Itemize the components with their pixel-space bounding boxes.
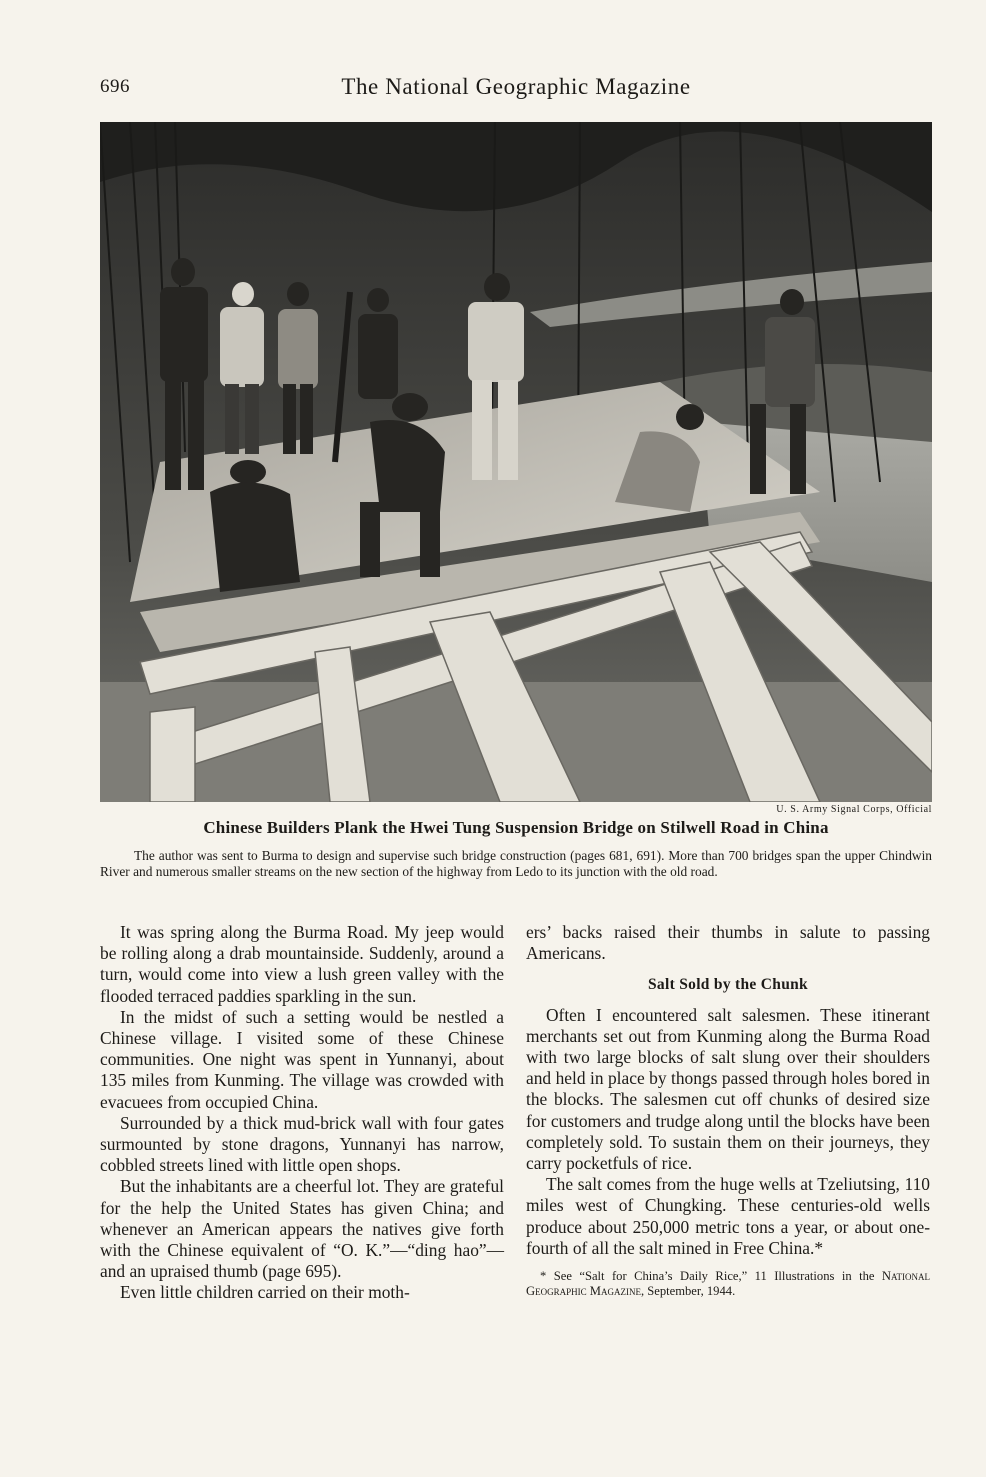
footnote-lead: * See “Salt for China’s Daily Rice,” 11 Illustrations in the <box>540 1269 875 1284</box>
running-title: The National Geographic Magazine <box>341 74 691 99</box>
bridge-photograph <box>100 122 932 802</box>
paragraph: Surrounded by a thick mud-brick wall with four gates surmounted by stone dragons, Yunnanyi has narrow, cobbled streets lined with little open shops. <box>100 1112 504 1176</box>
caption-title: Chinese Builders Plank the Hwei Tung Suspension Bridge on Stilwell Road in China <box>203 818 829 837</box>
article-column-left <box>100 922 504 1304</box>
paragraph: Even little children carried on their moth- <box>120 1282 410 1303</box>
page-header <box>100 76 932 110</box>
footnote-tail: , September, 1944. <box>640 1284 736 1299</box>
paragraph: In the midst of such a setting would be nestled a Chinese village. I visited some of these Chinese communities. One night was spent in Yunnanyi, about 135 miles from Kunming. The village was crowded with evacuees from occupied China. <box>100 1006 504 1112</box>
paragraph: Often I encountered salt salesmen. These itinerant merchants set out from Kunming along the Burma Road with two large blocks of salt slung over their shoulders and held in place by thongs passed through holes bored in the blocks. The salesmen cut off chunks of desired size for customers and trudge along until the blocks have been completely sold. To sustain them on their journeys, they carry pocketfuls of rice. <box>526 1004 930 1174</box>
footnote-magazine-name: National Geographic Magazine <box>526 1269 930 1299</box>
photo-illustration <box>100 122 932 802</box>
paragraph: The salt comes from the huge wells at Tzeliutsing, 110 miles west of Chungking. These centuries-old wells produce about 250,000 metric tons a year, or about one-fourth of all the salt mined in Free China.* <box>526 1174 930 1258</box>
paragraph-continuation: ers’ backs raised their thumbs in salute to passing Americans. <box>526 922 930 964</box>
photo-credit: U. S. Army Signal Corps, Official <box>776 804 932 815</box>
page-number: 696 <box>100 76 130 97</box>
footnote <box>526 1269 930 1299</box>
caption-text: The author was sent to Burma to design and supervise such bridge construction (pages 681, 691). More than 700 bridges span the upper Chindwin River and numerous smaller streams on the new section of the highway from Ledo to its junction with the old road. <box>100 848 932 879</box>
section-subheading: Salt Sold by the Chunk <box>648 976 808 994</box>
paragraph: But the inhabitants are a cheerful lot. They are grateful for the help the United States has given China; and whenever an American appears the natives give forth with the Chinese equivalent of “O. K.”—“ding hao”—and an upraised thumb (page 695). <box>100 1176 504 1282</box>
paragraph: It was spring along the Burma Road. My jeep would be rolling along a drab mountainside. Suddenly, around a turn, would come into view a lush green valley with the flooded terraced paddies sparkling in the sun. <box>100 922 504 1006</box>
article-column-right <box>526 922 930 1299</box>
